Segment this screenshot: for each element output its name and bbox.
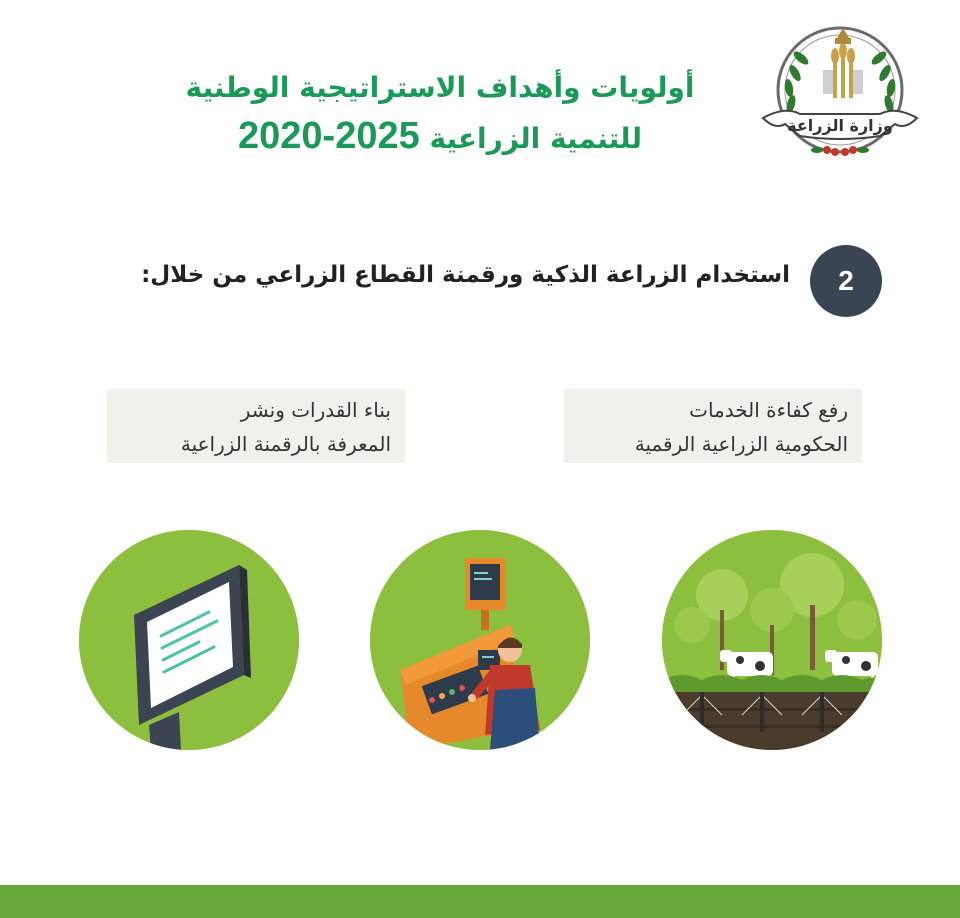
card-digital-services [564,389,862,463]
worker-control-panel-illustration [370,530,590,750]
monitor-screen-illustration [79,530,299,750]
card-2-line-1: بناء القدرات ونشر [240,398,391,422]
ministry-logo [755,18,925,168]
section-number-badge: 2 [810,245,882,317]
smart-farm-cows-illustration [662,530,882,750]
footer-bar [0,885,960,918]
title-line-1: أولويات وأهداف الاستراتيجية الوطنية [185,71,695,104]
ministry-emblem-icon [755,18,925,168]
title-line-2-text: للتنمية الزراعية [429,122,642,155]
card-2-line-2: المعرفة بالرقمنة الزراعية [180,432,391,456]
title-line-2 [150,113,730,161]
title-year-range: 2020-2025 [238,115,420,157]
page-title [150,70,730,161]
control-panel-icon [370,530,590,750]
logo-text: وزارة الزراعة [787,116,893,135]
section-heading: استخدام الزراعة الذكية ورقمنة القطاع الزراعي من خلال: [141,262,790,288]
card-1-line-2: الحكومية الزراعية الرقمية [634,432,848,456]
card-capacity-building [107,389,405,463]
farm-icon [662,530,882,750]
card-1-line-1: رفع كفاءة الخدمات [689,398,848,422]
monitor-icon [79,530,299,750]
